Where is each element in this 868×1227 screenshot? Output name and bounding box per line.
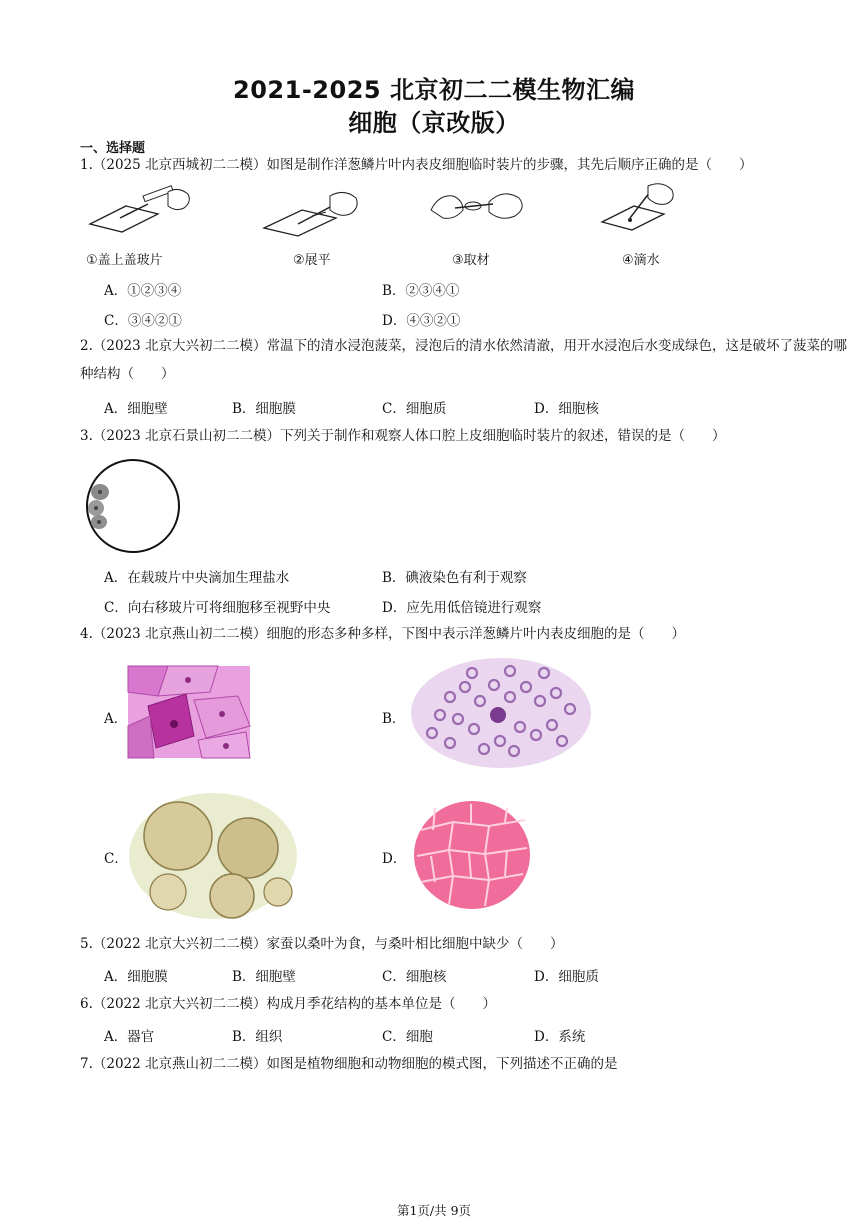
q3-option-d: D．应先用低倍镜进行观察 [382, 600, 542, 616]
q6-option-c: C．细胞 [382, 1029, 433, 1045]
q1-option-b: B．②③④① [382, 283, 460, 299]
q6-option-b: B．组织 [232, 1029, 283, 1045]
page-title: 2021-2025 北京初二二模生物汇编 [233, 76, 635, 104]
section-heading: 一、选择题 [80, 141, 146, 156]
question-7-stem: 7.（2022 北京燕山初二二模）如图是植物细胞和动物细胞的模式图，下列描述不正确的是 [80, 1056, 618, 1072]
q1-option-a: A．①②③④ [104, 283, 182, 299]
q1-caption-1: ①盖上盖玻片 [86, 253, 163, 268]
question-5-stem: 5.（2022 北京大兴初二二模）家蚕以桑叶为食，与桑叶相比细胞中缺少（ ） [80, 936, 564, 952]
q6-option-a: A．器官 [104, 1029, 155, 1045]
q1-caption-3: ③取材 [452, 253, 490, 268]
q1-option-c: C．③④②① [104, 313, 182, 329]
q6-option-d: D．系统 [534, 1029, 586, 1045]
page-subtitle: 细胞（京改版） [348, 109, 520, 137]
q2-option-c: C．细胞质 [382, 401, 447, 417]
q1-step-flatten-illustration [262, 188, 372, 243]
question-4-stem: 4.（2023 北京燕山初二二模）细胞的形态多种多样，下图中表示洋葱鳞片叶内表皮细胞的是（ ） [80, 626, 686, 642]
q5-option-d: D．细胞质 [534, 969, 599, 985]
q1-step-take-sample-illustration [425, 180, 535, 235]
q3-option-a: A．在载玻片中央滴加生理盐水 [104, 570, 290, 586]
q1-caption-4: ④滴水 [622, 253, 660, 268]
question-6-stem: 6.（2022 北京大兴初二二模）构成月季花结构的基本单位是（ ） [80, 996, 497, 1012]
q2-option-d: D．细胞核 [534, 401, 599, 417]
q5-option-a: A．细胞膜 [104, 969, 168, 985]
q4-label-d: D． [382, 851, 407, 867]
q2-option-a: A．细胞壁 [104, 401, 168, 417]
q4-label-b: B． [382, 711, 406, 727]
q1-caption-2: ②展平 [293, 253, 331, 268]
q3-option-b: B．碘液染色有利于观察 [382, 570, 527, 586]
q3-microscope-field-of-view [85, 458, 181, 554]
q5-option-b: B．细胞壁 [232, 969, 296, 985]
page-footer: 第1页/共 9页 [396, 1203, 472, 1218]
q4-image-b-blood-cells [410, 657, 592, 769]
q1-step-drop-water-illustration [600, 182, 690, 237]
q1-option-d: D．④③②① [382, 313, 461, 329]
q5-option-c: C．细胞核 [382, 969, 447, 985]
q4-image-d-onion-epidermis-cells [413, 800, 531, 910]
q1-step-cover-slip-illustration [88, 184, 198, 239]
question-2-stem: 2.（2023 北京大兴初二二模）常温下的清水浸泡菠菜，浸泡后的清水依然清澈，用开水浸泡后水变成绿色，这是破坏了菠菜的哪种结构（ ） [80, 338, 848, 382]
q3-option-c: C．向右移玻片可将细胞移至视野中央 [104, 600, 331, 616]
q4-label-c: C． [104, 851, 128, 867]
q4-label-a: A． [104, 711, 128, 727]
question-1-stem: 1.（2025 北京西城初二二模）如图是制作洋葱鳞片叶内表皮细胞临时装片的步骤，其先后顺序正确的是（ ） [80, 157, 753, 173]
q4-image-a-stained-epithelial-cells [128, 666, 250, 758]
q4-image-c-round-cells [128, 792, 298, 920]
q2-option-b: B．细胞膜 [232, 401, 296, 417]
question-3-stem: 3.（2023 北京石景山初二二模）下列关于制作和观察人体口腔上皮细胞临时装片的叙述，错误的是（ ） [80, 428, 726, 444]
